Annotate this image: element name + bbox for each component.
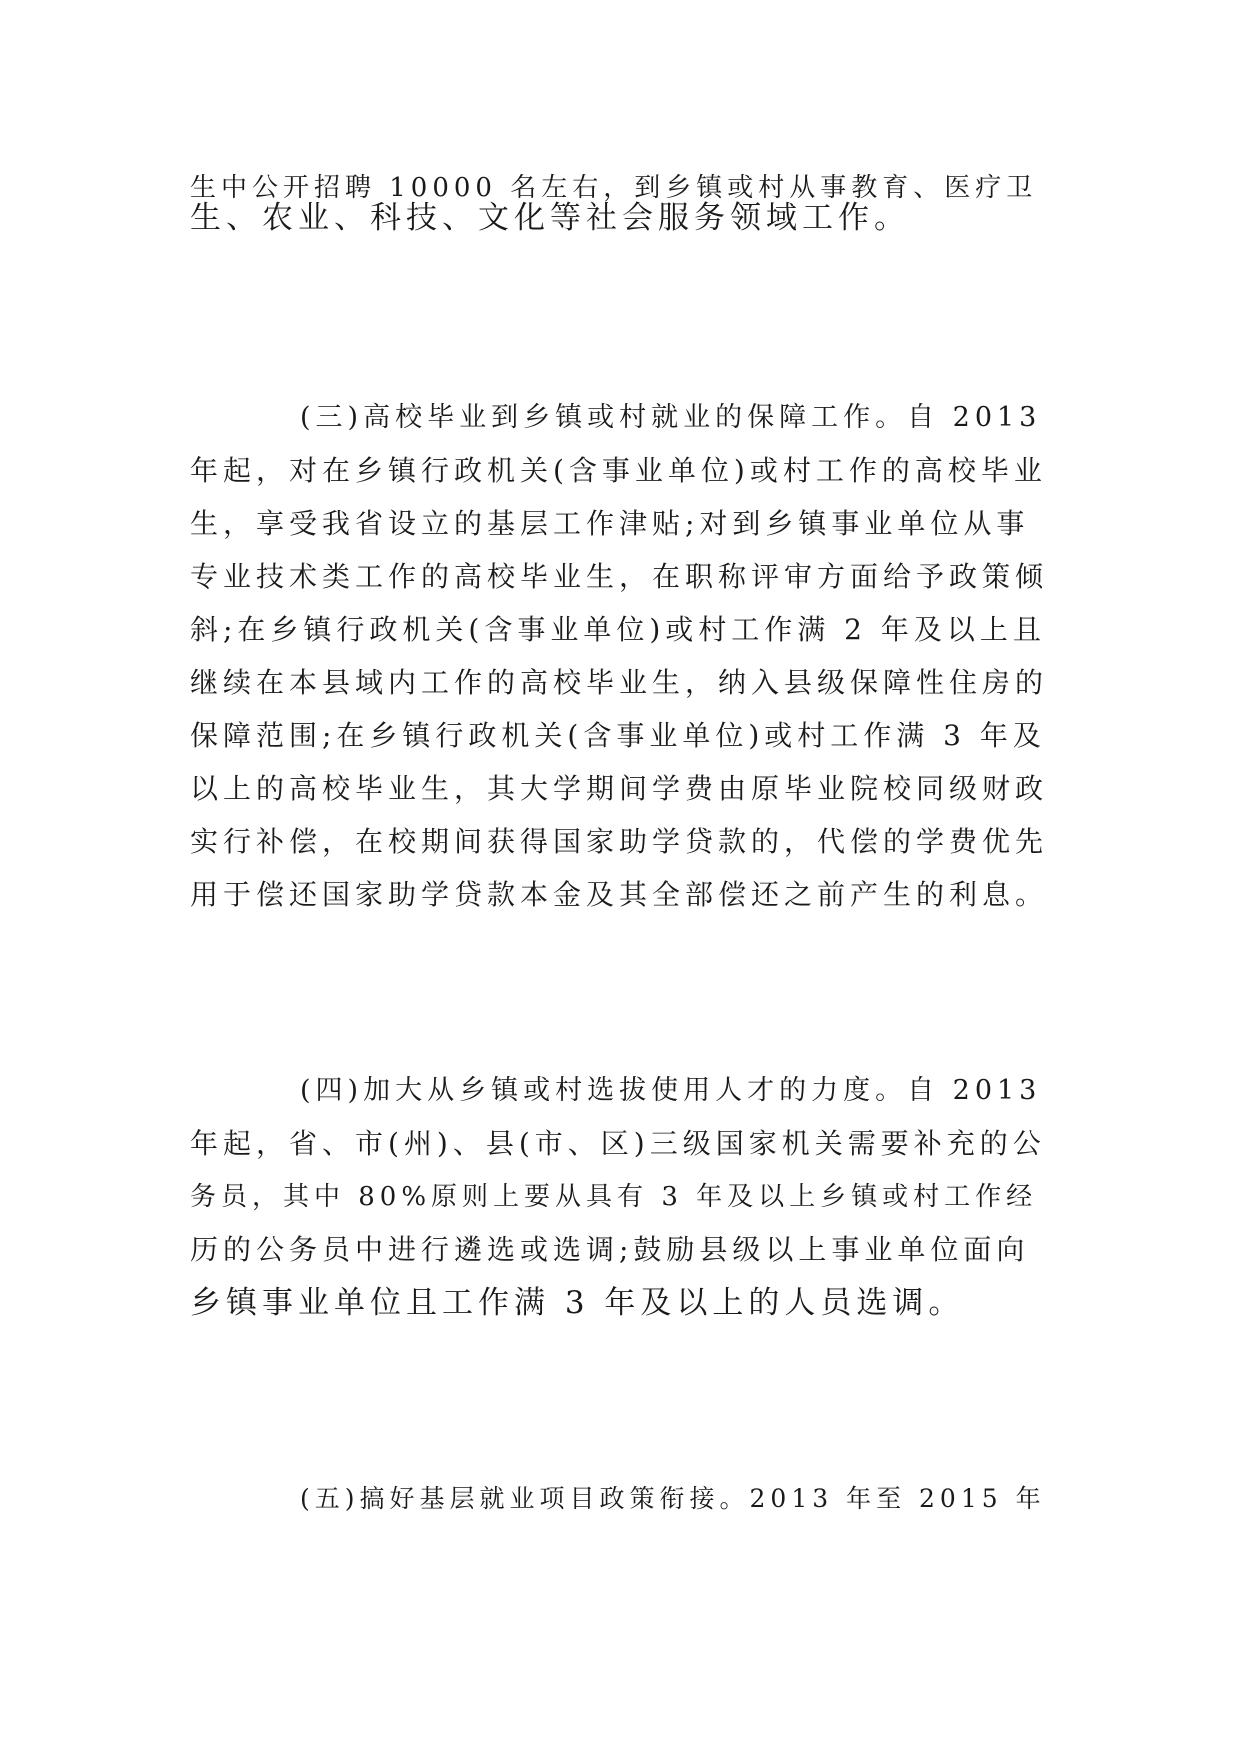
text-line: 历的公务员中进行遴选或选调;鼓励县级以上事业单位面向: [190, 1233, 1030, 1266]
text-line: 生、农业、科技、文化等社会服务领域工作。: [190, 200, 910, 236]
text-line: 生，享受我省设立的基层工作津贴;对到乡镇事业单位从事: [190, 507, 1030, 540]
text-line: 保障范围;在乡镇行政机关(含事业单位)或村工作满 3 年及: [190, 719, 1046, 752]
text-line: 斜;在乡镇行政机关(含事业单位)或村工作满 2 年及以上且: [190, 613, 1046, 646]
paragraph-heading: (三)高校毕业到乡镇或村就业的保障工作。自 2013: [300, 402, 1042, 433]
text-line: 继续在本县域内工作的高校毕业生，纳入县级保障性住房的: [190, 666, 1049, 699]
paragraph-heading: (四)加大从乡镇或村选拔使用人才的力度。自 2013: [300, 1075, 1042, 1106]
text-line: 年起，省、市(州)、县(市、区)三级国家机关需要补充的公: [190, 1127, 1046, 1160]
text-line: 专业技术类工作的高校毕业生，在职称评审方面给予政策倾: [190, 560, 1049, 593]
text-line: 实行补偿，在校期间获得国家助学贷款的，代偿的学费优先: [190, 825, 1049, 858]
text-line: 年起，对在乡镇行政机关(含事业单位)或村工作的高校毕业: [190, 454, 1047, 487]
text-line: 以上的高校毕业生，其大学期间学费由原毕业院校同级财政: [190, 772, 1049, 805]
text-line: 用于偿还国家助学贷款本金及其全部偿还之前产生的利息。: [190, 878, 1049, 911]
text-line: 务员，其中 80%原则上要从具有 3 年及以上乡镇或村工作经: [190, 1182, 1038, 1212]
text-line: 乡镇事业单位且工作满 3 年及以上的人员选调。: [190, 1285, 965, 1321]
paragraph-heading: (五)搞好基层就业项目政策衔接。2013 年至 2015 年: [300, 1484, 1046, 1513]
text-line: 生中公开招聘 10000 名左右，到乡镇或村从事教育、医疗卫: [190, 173, 1038, 203]
